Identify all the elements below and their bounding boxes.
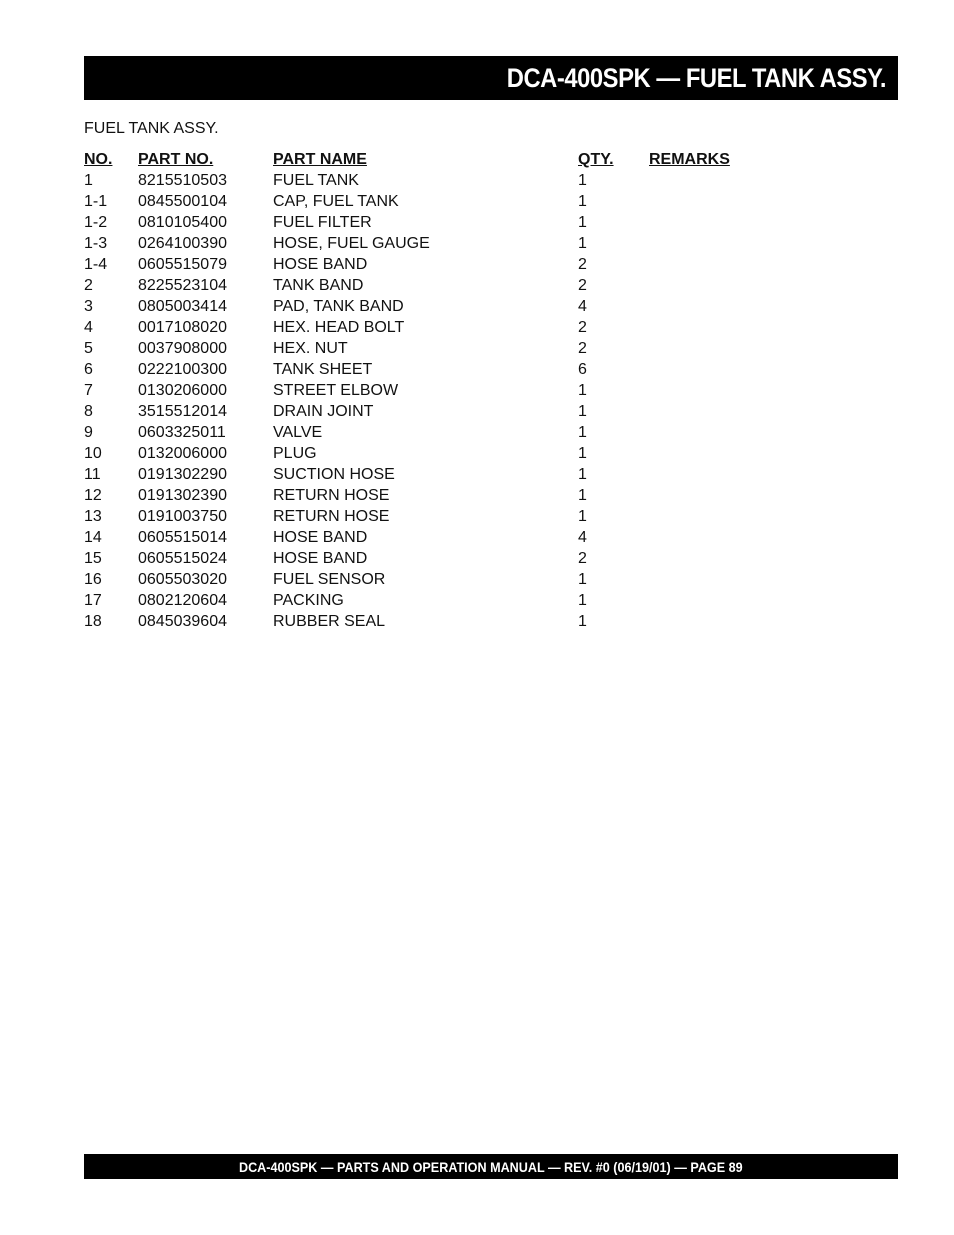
cell-no: 1-3 [84, 235, 108, 252]
cell-part-name: FUEL SENSOR [273, 571, 386, 588]
cell-no: 1-4 [84, 256, 108, 273]
cell-part-name: HOSE BAND [273, 550, 368, 567]
cell-part-no: 0605515079 [138, 256, 227, 273]
cell-qty: 1 [578, 403, 587, 420]
cell-qty: 1 [578, 508, 587, 525]
table-row [84, 506, 744, 527]
column-header-remarks: REMARKS [649, 150, 730, 168]
cell-remarks [649, 401, 744, 422]
cell-qty: 1 [578, 592, 587, 609]
cell-remarks [649, 527, 744, 548]
cell-part-name: HEX. NUT [273, 340, 348, 357]
cell-qty: 6 [578, 361, 587, 378]
cell-no: 2 [84, 277, 93, 294]
table-row [84, 611, 744, 632]
cell-qty: 4 [578, 298, 587, 315]
cell-part-no: 3515512014 [138, 403, 227, 420]
section-label: FUEL TANK ASSY. [84, 120, 219, 137]
cell-part-name: SUCTION HOSE [273, 466, 395, 483]
cell-part-no: 0130206000 [138, 382, 227, 399]
cell-part-name: HOSE BAND [273, 529, 368, 546]
cell-no: 11 [84, 466, 101, 483]
cell-qty: 2 [578, 550, 587, 567]
cell-remarks [649, 254, 744, 275]
column-header-part-name: PART NAME [273, 150, 367, 168]
table-header-row [84, 148, 744, 170]
cell-remarks [649, 590, 744, 611]
cell-part-no: 0605515014 [138, 529, 227, 546]
table-row [84, 170, 744, 191]
cell-part-name: RUBBER SEAL [273, 613, 386, 630]
cell-part-name: RETURN HOSE [273, 508, 390, 525]
cell-part-no: 0805003414 [138, 298, 227, 315]
table-row [84, 485, 744, 506]
cell-remarks [649, 338, 744, 359]
table-row [84, 401, 744, 422]
cell-no: 6 [84, 361, 93, 378]
table-row [84, 527, 744, 548]
cell-remarks [649, 191, 744, 212]
cell-part-no: 8215510503 [138, 172, 227, 189]
cell-qty: 1 [578, 424, 587, 441]
cell-part-name: STREET ELBOW [273, 382, 399, 399]
cell-part-name: CAP, FUEL TANK [273, 193, 399, 210]
cell-qty: 1 [578, 382, 587, 399]
cell-part-no: 0191302290 [138, 466, 227, 483]
cell-part-no: 0802120604 [138, 592, 227, 609]
cell-remarks [649, 317, 744, 338]
cell-qty: 1 [578, 214, 587, 231]
cell-remarks [649, 170, 744, 191]
cell-qty: 2 [578, 319, 587, 336]
cell-no: 18 [84, 613, 102, 630]
cell-remarks [649, 380, 744, 401]
table-row [84, 380, 744, 401]
cell-part-no: 0810105400 [138, 214, 227, 231]
cell-no: 1-1 [84, 193, 108, 210]
cell-remarks [649, 548, 744, 569]
cell-remarks [649, 422, 744, 443]
footer-bar [84, 1154, 898, 1179]
cell-part-no: 0191302390 [138, 487, 227, 504]
cell-part-no: 0191003750 [138, 508, 227, 525]
cell-qty: 1 [578, 445, 587, 462]
cell-remarks [649, 233, 744, 254]
cell-part-name: HEX. HEAD BOLT [273, 319, 405, 336]
cell-qty: 1 [578, 193, 587, 210]
table-row [84, 191, 744, 212]
cell-part-name: RETURN HOSE [273, 487, 390, 504]
cell-no: 8 [84, 403, 93, 420]
cell-no: 9 [84, 424, 93, 441]
cell-remarks [649, 359, 744, 380]
cell-remarks [649, 569, 744, 590]
cell-part-no: 0017108020 [138, 319, 227, 336]
cell-part-name: PACKING [273, 592, 344, 609]
table-row [84, 548, 744, 569]
cell-qty: 2 [578, 277, 587, 294]
page-title: DCA-400SPK — FUEL TANK ASSY. [506, 62, 886, 93]
cell-no: 4 [84, 319, 93, 336]
table-row [84, 275, 744, 296]
cell-remarks [649, 506, 744, 527]
cell-part-no: 0605515024 [138, 550, 227, 567]
cell-remarks [649, 464, 744, 485]
cell-part-name: PAD, TANK BAND [273, 298, 404, 315]
table-row [84, 296, 744, 317]
cell-no: 5 [84, 340, 93, 357]
cell-qty: 1 [578, 235, 587, 252]
table-row [84, 233, 744, 254]
cell-qty: 2 [578, 256, 587, 273]
cell-remarks [649, 212, 744, 233]
cell-part-name: TANK BAND [273, 277, 364, 294]
cell-no: 15 [84, 550, 102, 567]
cell-no: 17 [84, 592, 102, 609]
cell-no: 13 [84, 508, 102, 525]
column-header-no: NO. [84, 150, 113, 168]
cell-part-name: VALVE [273, 424, 323, 441]
cell-part-no: 0222100300 [138, 361, 227, 378]
cell-part-no: 0845500104 [138, 193, 227, 210]
table-row [84, 359, 744, 380]
cell-part-name: FUEL TANK [273, 172, 359, 189]
cell-remarks [649, 443, 744, 464]
cell-part-name: FUEL FILTER [273, 214, 372, 231]
cell-qty: 1 [578, 571, 587, 588]
cell-qty: 1 [578, 487, 587, 504]
cell-no: 12 [84, 487, 102, 504]
cell-remarks [649, 485, 744, 506]
table-row [84, 317, 744, 338]
parts-table-body [84, 170, 744, 632]
cell-remarks [649, 296, 744, 317]
cell-no: 1 [84, 172, 93, 189]
cell-part-name: PLUG [273, 445, 317, 462]
cell-part-name: HOSE, FUEL GAUGE [273, 235, 430, 252]
table-row [84, 212, 744, 233]
table-row [84, 338, 744, 359]
cell-remarks [649, 275, 744, 296]
table-row [84, 254, 744, 275]
parts-table [84, 148, 744, 632]
cell-no: 7 [84, 382, 93, 399]
table-row [84, 590, 744, 611]
cell-part-no: 0037908000 [138, 340, 227, 357]
cell-part-no: 0264100390 [138, 235, 227, 252]
table-row [84, 443, 744, 464]
cell-remarks [649, 611, 744, 632]
cell-part-name: TANK SHEET [273, 361, 373, 378]
cell-no: 1-2 [84, 214, 108, 231]
cell-part-no: 0603325011 [138, 424, 226, 441]
cell-no: 10 [84, 445, 102, 462]
cell-part-name: DRAIN JOINT [273, 403, 374, 420]
table-row [84, 569, 744, 590]
cell-no: 14 [84, 529, 102, 546]
cell-qty: 2 [578, 340, 587, 357]
cell-part-name: HOSE BAND [273, 256, 368, 273]
footer-text: DCA-400SPK — PARTS AND OPERATION MANUAL — REV. #0 (06/19/01) — PAGE 89 [239, 1158, 743, 1175]
cell-qty: 1 [578, 466, 587, 483]
cell-part-no: 8225523104 [138, 277, 227, 294]
cell-part-no: 0845039604 [138, 613, 227, 630]
table-row [84, 464, 744, 485]
column-header-part-no: PART NO. [138, 150, 214, 168]
title-bar [84, 56, 898, 100]
cell-no: 16 [84, 571, 102, 588]
cell-qty: 1 [578, 613, 587, 630]
cell-qty: 4 [578, 529, 587, 546]
cell-part-no: 0132006000 [138, 445, 227, 462]
column-header-qty: QTY. [578, 150, 614, 168]
cell-qty: 1 [578, 172, 587, 189]
cell-part-no: 0605503020 [138, 571, 227, 588]
cell-no: 3 [84, 298, 93, 315]
table-row [84, 422, 744, 443]
